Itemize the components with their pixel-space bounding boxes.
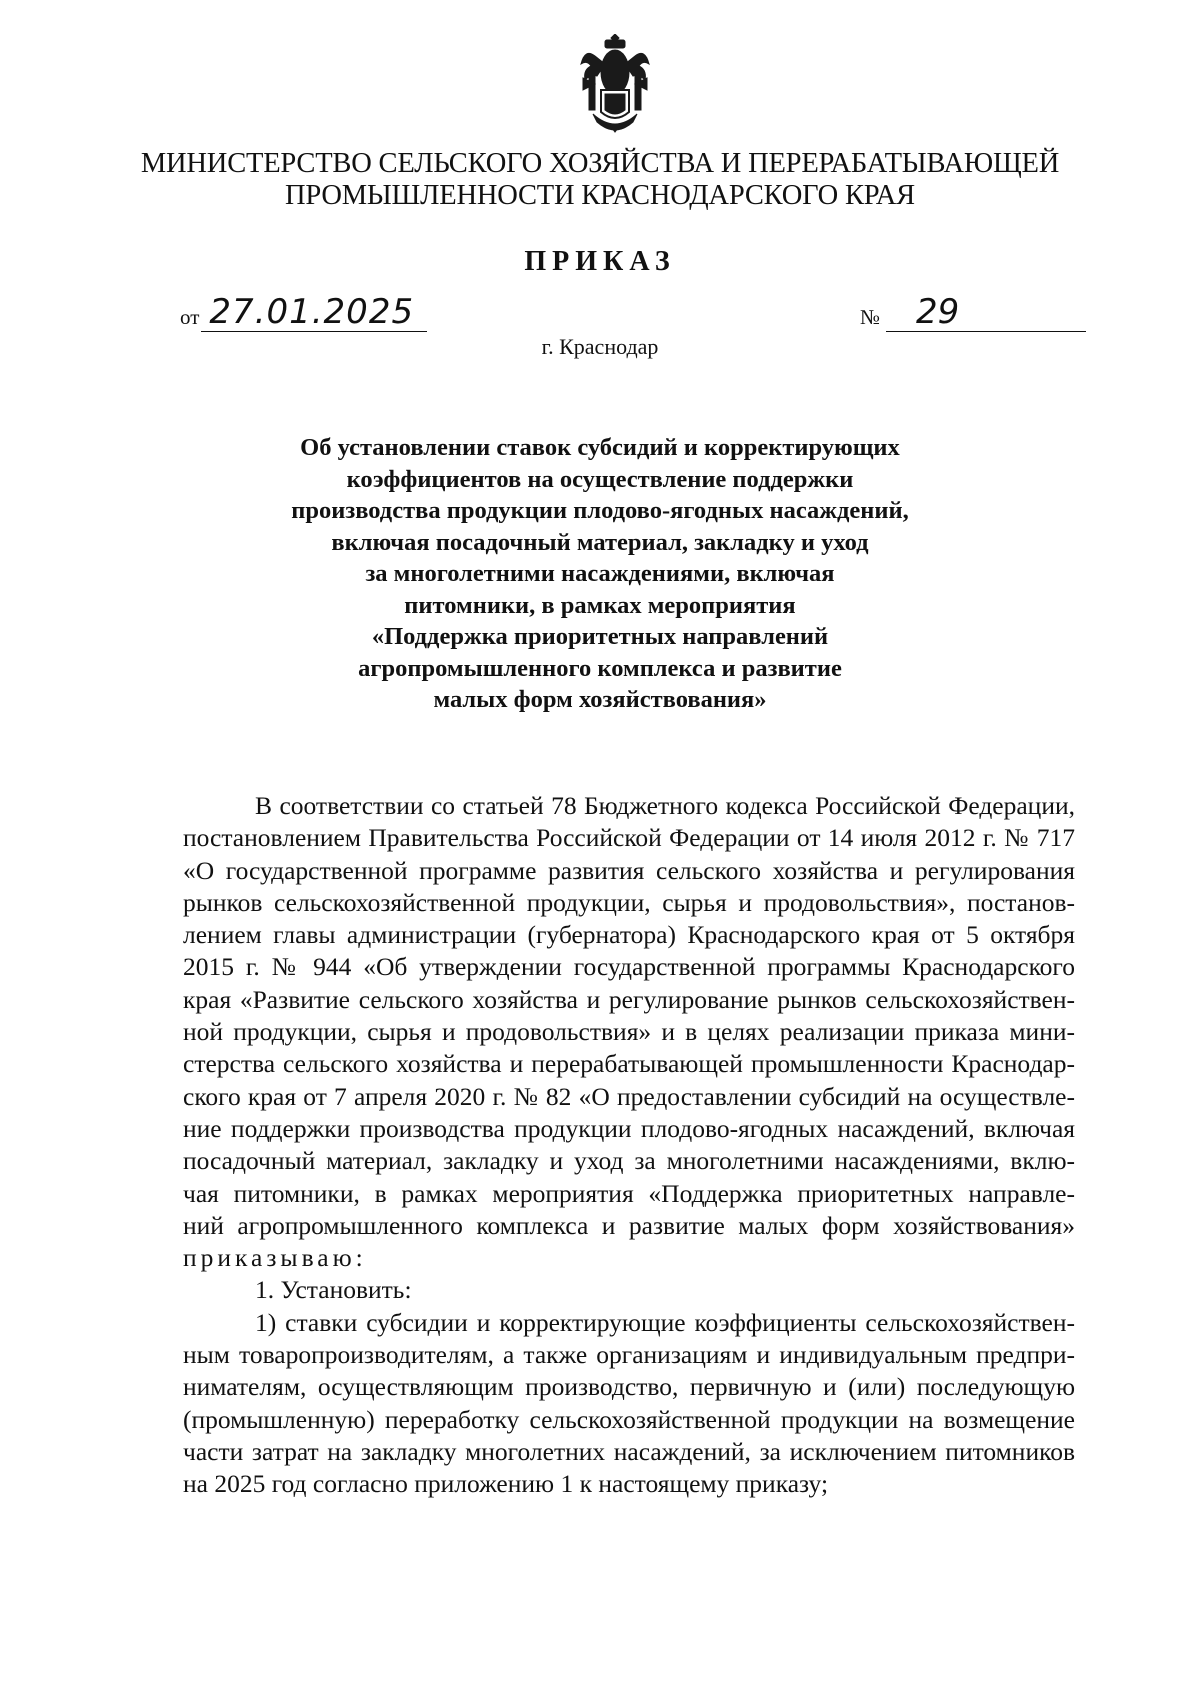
coat-of-arms-emblem [575,34,655,134]
order-heading [200,432,1000,716]
order-body [183,790,1075,1501]
heading-line: питомники, в рамках мероприятия [404,591,796,619]
body-line: В соответствии со статьей 78 Бюджетного кодекса Российской Федерации, [255,791,1075,820]
number-value: 29 [886,293,1086,332]
body-line: ние поддержки производства продукции плодово-ягодных насаждений, включая [183,1113,1075,1143]
body-line: 1. Установить: [255,1275,412,1305]
body-line: на 2025 год согласно приложению 1 к настоящему приказу; [183,1469,829,1499]
order-number [860,292,1086,332]
heading-line: «Поддержка приоритетных направлений [371,623,829,650]
body-line: края «Развитие сельского хозяйства и регулирование рынков сельскохозяйствен- [183,984,1075,1014]
order-date [180,292,427,332]
body-line: рынков сельскохозяйственной продукции, сырья и продовольствия», постанов- [183,887,1075,917]
city: г. Краснодар [541,334,659,359]
body-line: лением главы администрации (губернатора) Краснодарского края от 5 октября [183,920,1075,950]
body-line: постановлением Правительства Российской Федерации от 14 июля 2012 г. № 717 [183,823,1075,853]
body-line: части затрат на закладку многолетних насаждений, за исключением питомников [183,1436,1075,1466]
order-title: ПРИКАЗ [524,246,676,277]
heading-line: агропромышленного комплекса и развитие [358,654,842,682]
body-line: ского края от 7 апреля 2020 г. № 82 «О предоставлении субсидий на осуществле- [183,1081,1075,1111]
heading-line: коэффициентов на осуществление поддержки [346,465,854,493]
body-line: ным товаропроизводителям, а также организациям и индивидуальным предпри- [183,1340,1075,1370]
heading-line: включая посадочный материал, закладку и уход [331,528,869,556]
body-line: (промышленную) переработку сельскохозяйственной продукции на возмещение [183,1404,1075,1434]
date-prefix: от [180,305,200,329]
body-line: ний агропромышленного комплекса и развитие малых форм хозяйствования» [183,1210,1075,1240]
body-line-order-word: приказываю: [183,1243,367,1273]
body-line: стерства сельского хозяйства и перерабатывающей промышленности Краснодар- [183,1049,1075,1079]
body-line: «О государственной программе развития сельского хозяйства и регулирования [183,855,1075,885]
body-line: посадочный материал, закладку и уход за многолетними насаждениями, вклю- [183,1146,1075,1176]
ministry-name [100,148,1100,212]
body-line: нимателям, осуществляющим производство, первичную и (или) последующую [183,1372,1075,1402]
body-line: ной продукции, сырья и продовольствия» и в целях реализации приказа мини- [183,1017,1075,1047]
heading-line: за многолетними насаждениями, включая [365,560,835,587]
body-line: 1) ставки субсидии и корректирующие коэффициенты сельскохозяйствен- [255,1307,1075,1337]
date-value: 27.01.2025 [201,293,427,332]
heading-line: малых форм хозяйствования» [433,686,767,713]
body-line: чая питомники, в рамках мероприятия «Поддержка приоритетных направле- [183,1178,1075,1208]
number-prefix: № [860,305,881,329]
heading-line: Об установлении ставок субсидий и корректирующих [300,434,900,461]
heading-line: производства продукции плодово-ягодных насаждений, [291,497,909,524]
ministry-name-line: МИНИСТЕРСТВО СЕЛЬСКОГО ХОЗЯЙСТВА И ПЕРЕРАБАТЫВАЮЩЕЙ [140,148,1060,179]
body-line: 2015 г. № 944 «Об утверждении государственной программы Краснодарского [183,952,1075,982]
ministry-name-line: ПРОМЫШЛЕННОСТИ КРАСНОДАРСКОГО КРАЯ [285,180,915,211]
